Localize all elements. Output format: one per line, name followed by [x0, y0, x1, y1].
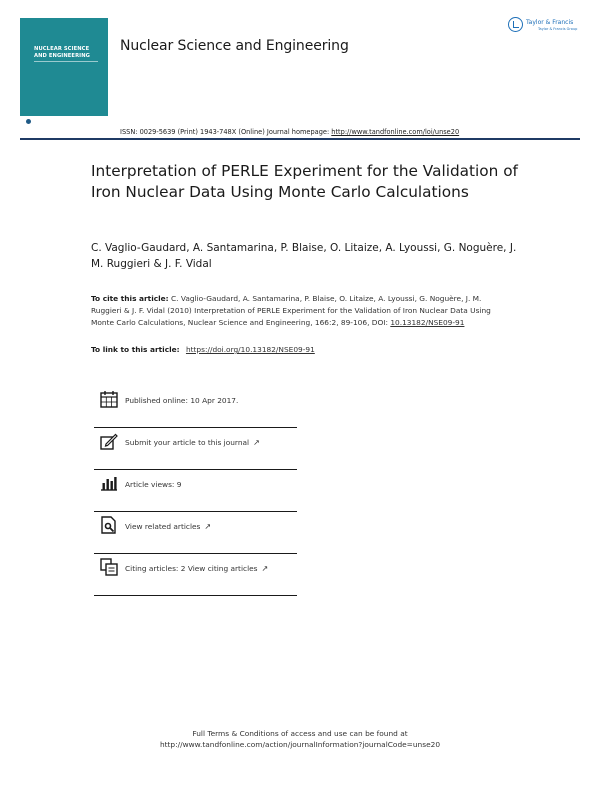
- header-divider: [20, 138, 580, 140]
- external-link-icon: ↗: [261, 564, 269, 573]
- taylor-francis-logo-icon: [508, 17, 588, 39]
- bar-chart-icon: [100, 474, 118, 492]
- issn-line: [120, 128, 459, 136]
- cite-label: To cite this article:: [91, 294, 169, 303]
- external-link-icon: ↗: [204, 522, 212, 531]
- tf-wordmark: Taylor & Francis: [526, 19, 574, 26]
- article-doi-link[interactable]: https://doi.org/10.13182/NSE09-91: [185, 345, 315, 354]
- search-document-icon: [100, 516, 118, 534]
- submit-article-label: Submit your article to this journal: [125, 438, 250, 447]
- cite-text: C. Vaglio-Gaudard, A. Santamarina, P. Blaise, O. Litaize, A. Lyoussi, G. Noguère, J. M. Ruggieri & J. F. Vidal (2010) Interpretation of PERLE Experiment for the Validation of Iron Nuclear Data Using Monte Carlo Calculations, Nuclear Science and Engineering, 166:2, 89-106, DOI:: [91, 294, 491, 327]
- citation-block: [91, 293, 511, 329]
- journal-cover-thumbnail[interactable]: [20, 18, 108, 135]
- article-views-label: Article views: 9: [125, 480, 182, 489]
- published-online-label: Published online: 10 Apr 2017.: [125, 396, 239, 405]
- citing-articles-link[interactable]: [125, 564, 268, 573]
- cite-doi-link[interactable]: 10.13182/NSE09-91: [390, 318, 465, 327]
- citing-articles-icon: [100, 558, 118, 576]
- list-item-views: [94, 470, 297, 512]
- journal-title: Nuclear Science and Engineering: [120, 38, 349, 54]
- article-authors: C. Vaglio-Gaudard, A. Santamarina, P. Blaise, O. Litaize, A. Lyoussi, G. Noguère, J. M. Ruggieri & J. F. Vidal: [91, 242, 517, 270]
- link-label: To link to this article:: [91, 345, 180, 354]
- journal-homepage-link[interactable]: http://www.tandfonline.com/loi/unse20: [331, 128, 460, 136]
- issn-text: ISSN: 0029-5639 (Print) 1943-748X (Online) Journal homepage:: [120, 128, 330, 136]
- related-articles-link[interactable]: [125, 522, 211, 531]
- external-link-icon: ↗: [253, 438, 260, 447]
- article-title: Interpretation of PERLE Experiment for the Validation of Iron Nuclear Data Using Monte Carlo Calculations: [91, 162, 518, 201]
- cover-title: NUCLEAR SCIENCE AND ENGINEERING: [34, 46, 90, 59]
- list-item-citing[interactable]: [94, 554, 297, 596]
- related-articles-label: View related articles: [125, 522, 201, 531]
- cover-publisher-band: [20, 116, 108, 135]
- article-link-line: [91, 345, 315, 354]
- tf-mark-icon: [508, 17, 523, 32]
- cover-divider: [34, 61, 98, 62]
- list-item-related[interactable]: [94, 512, 297, 554]
- footer-terms-link[interactable]: http://www.tandfonline.com/action/journalInformation?journalCode=unse20: [159, 740, 441, 749]
- footer-terms-text: Full Terms & Conditions of access and use can be found at: [192, 729, 408, 738]
- tf-tagline: Taylor & Francis Group: [538, 27, 578, 31]
- edit-icon: [100, 432, 118, 450]
- article-info-list: [94, 386, 297, 596]
- calendar-icon: [100, 390, 118, 408]
- list-item-published: [94, 386, 297, 428]
- citing-articles-label: Citing articles: 2 View citing articles: [125, 564, 258, 573]
- list-item-submit[interactable]: [94, 428, 297, 470]
- terms-footer: [0, 728, 600, 750]
- cover-publisher-logo-icon: [26, 119, 31, 124]
- submit-article-link[interactable]: [125, 438, 260, 447]
